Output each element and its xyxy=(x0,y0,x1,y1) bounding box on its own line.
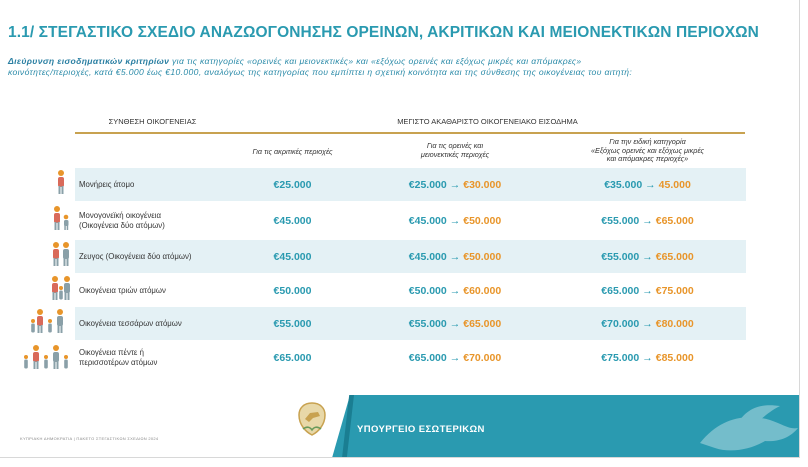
value-border: €50.000 xyxy=(273,284,312,297)
table-row xyxy=(75,240,746,273)
value-special: €70.000 → €80.000 xyxy=(601,317,694,330)
intro-bold: Διεύρυνση εισοδηματικών κριτηρίων xyxy=(8,56,170,66)
header-max-income: ΜΕΓΙΣΤΟ ΑΚΑΘΑΡΙΣΤΟ ΟΙΚΟΓΕΝΕΙΑΚΟ ΕΙΣΟΔΗΜΑ xyxy=(397,117,578,126)
value-mountain: €45.000 → €50.000 xyxy=(408,250,502,263)
footer-small-text: ΚΥΠΡΙΑΚΗ ΔΗΜΟΚΡΑΤΙΑ | ΠΑΚΕΤΟ ΣΤΕΓΑΣΤΙΚΩΝ ΣΧΕΔΙΩΝ 2024 xyxy=(20,436,159,441)
row-label: Μονήρεις άτομο xyxy=(79,179,135,189)
value-mountain: €55.000 → €65.000 xyxy=(408,317,502,330)
couple-icon xyxy=(48,241,74,267)
table-row xyxy=(75,204,746,237)
value-special: €65.000 → €75.000 xyxy=(601,284,694,297)
table-row xyxy=(75,341,746,374)
table-row xyxy=(75,274,746,307)
table-row xyxy=(75,307,746,340)
value-special: €55.000 → €65.000 xyxy=(601,214,694,227)
ministry-name: ΥΠΟΥΡΓΕΙΟ ΕΣΩΤΕΡΙΚΩΝ xyxy=(357,424,485,435)
header-divider xyxy=(75,132,745,134)
value-mountain: €65.000 → €70.000 xyxy=(408,351,502,364)
family-five-icon xyxy=(22,344,74,370)
single-parent-icon xyxy=(48,205,74,231)
value-border: €55.000 xyxy=(273,317,312,330)
value-mountain: €50.000 → €60.000 xyxy=(408,284,502,297)
value-special: €55.000 → €65.000 xyxy=(601,250,694,263)
row-label: Οικογένεια τριών ατόμων xyxy=(79,285,166,295)
intro-line2: κοινότητες/περιοχές, κατά €5.000 έως €10.000, αναλόγως της κατηγορίας που εμπίπτει η σχετική κοινότητα και της σύνθεσης της οικογένειας του αιτητή: xyxy=(8,67,633,77)
slide-title: 1.1/ ΣΤΕΓΑΣΤΙΚΟ ΣΧΕΔΙΟ ΑΝΑΖΩΟΓΟΝΗΣΗΣ ΟΡΕΙΝΩΝ, ΑΚΡΙΤΙΚΩΝ ΚΑΙ ΜΕΙΟΝΕΚΤΙΚΩΝ ΠΕΡΙΟΧΩΝ xyxy=(8,24,759,41)
header-family-composition: ΣΥΝΘΕΣΗ ΟΙΚΟΓΕΝΕΙΑΣ xyxy=(108,117,197,126)
value-border: €65.000 xyxy=(273,351,312,364)
value-special: €75.000 → €85.000 xyxy=(601,351,694,364)
value-border: €45.000 xyxy=(273,214,312,227)
row-label: Μονογονεϊκή οικογένεια (Οικογένεια δύο ατόμων) xyxy=(79,210,165,230)
value-mountain: €45.000 → €50.000 xyxy=(408,214,502,227)
intro-rest-line1: για τις κατηγορίες «ορεινές και μειονεκτικές» και «εξόχως ορεινές και εξόχως μικρές και απόμακρες» xyxy=(169,56,582,66)
family-four-icon xyxy=(30,308,74,334)
value-special: €35.000 → 45.000 xyxy=(604,178,691,191)
value-border: €45.000 xyxy=(273,250,312,263)
row-label: Ζευγος (Οικογένεια δύο ατόμων) xyxy=(79,251,192,261)
subheader-border-areas: Για τις ακριτικές περιοχές xyxy=(252,147,333,156)
intro-text xyxy=(8,56,798,78)
table-row xyxy=(75,168,746,201)
single-person-icon xyxy=(48,169,74,195)
subheader-special-category: Για την ειδική κατηγορία «Εξόχως ορεινές και εξόχως μικρές και απόμακρες περιοχές» xyxy=(590,137,705,164)
dove-watermark-icon xyxy=(690,398,800,458)
value-mountain: €25.000 → €30.000 xyxy=(408,178,502,191)
row-label: Οικογένεια τεσσάρων ατόμων xyxy=(79,318,182,328)
family-three-icon xyxy=(48,275,74,301)
row-label: Οικογένεια πέντε ή περισσοτέρων ατόμων xyxy=(79,347,158,367)
cyprus-emblem-icon xyxy=(294,399,330,439)
value-border: €25.000 xyxy=(273,178,312,191)
subheader-mountain-areas: Για τις ορεινές και μειονεκτικές περιοχές xyxy=(420,141,490,159)
